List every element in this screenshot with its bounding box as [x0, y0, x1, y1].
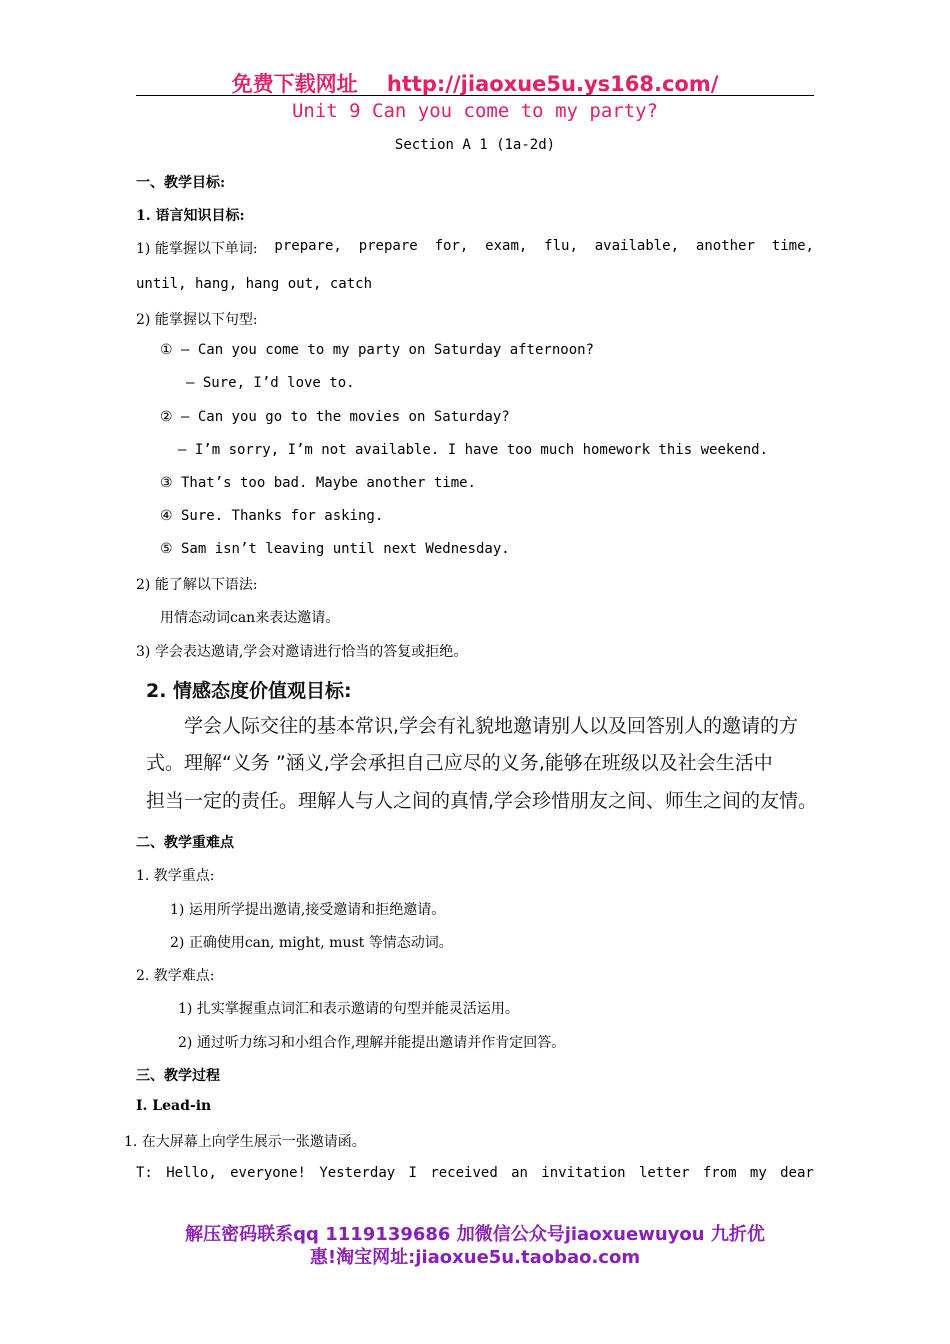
language-goals-heading: 1. 语言知识目标: [136, 208, 245, 224]
vocab-word: exam, [485, 238, 528, 254]
vocab-prefix: 1) 能掌握以下单词: [136, 241, 258, 257]
speech-word: from [702, 1165, 737, 1181]
speech-word: I [408, 1165, 417, 1181]
vocab-word: available, [594, 238, 680, 254]
speech-word: Hello, [166, 1165, 217, 1181]
grammar-heading: 2) 能了解以下语法: [136, 577, 258, 593]
speech-word: invitation [541, 1165, 626, 1181]
vocab-word: flu, [544, 238, 578, 254]
difficulties-heading: 2. 教学难点: [136, 968, 215, 984]
sentence-item: ④ Sure. Thanks for asking. [160, 508, 384, 524]
footer-line-2[interactable]: 惠!淘宝网址:jiaoxue5u.taobao.com [309, 1247, 641, 1268]
difficulty-item: 2) 通过听力练习和小组合作,理解并能提出邀请并作肯定回答。 [178, 1035, 566, 1051]
affective-paragraph-line: 担当一定的责任。理解人与人之间的真情,学会珍惜朋友之间、师生之间的友情。 [146, 790, 818, 812]
sentence-item: ① — Can you come to my party on Saturday afternoon? [160, 342, 594, 358]
sentence-item: ③ That’s too bad. Maybe another time. [160, 475, 476, 491]
vocab-line-1 [136, 238, 814, 258]
vocab-line-2: until, hang, hang out, catch [136, 276, 373, 292]
sentence-item: ⑤ Sam isn’t leaving until next Wednesday. [160, 541, 510, 557]
vocab-word: prepare [358, 238, 418, 254]
sentence-item: — Sure, I’d love to. [186, 375, 355, 391]
sentence-item: ② — Can you go to the movies on Saturday? [160, 409, 510, 425]
page-subtitle: Section A 1 (1a-2d) [394, 137, 556, 153]
header-banner-label: 免费下载网址 [231, 72, 358, 96]
vocab-word: another [695, 238, 755, 254]
header-banner [0, 68, 950, 98]
header-divider [136, 95, 814, 96]
affective-goals-heading: 2. 情感态度价值观目标: [146, 680, 352, 702]
affective-paragraph-line: 式。理解“义务 ”涵义,学会承担自己应尽的义务,能够在班级以及社会生活中 [146, 752, 773, 774]
key-points-heading: 1. 教学重点: [136, 868, 215, 884]
speech-word: received [430, 1165, 498, 1181]
header-banner-url[interactable]: http://jiaoxue5u.ys168.com/ [386, 72, 719, 96]
speech-word: an [511, 1165, 528, 1181]
page-title: Unit 9 Can you come to my party? [291, 100, 659, 122]
speech-word: dear [780, 1165, 814, 1181]
speech-word: my [749, 1165, 767, 1181]
footer-line-1: 解压密码联系qq 1119139686 加微信公众号jiaoxuewuyou 九折优 [185, 1224, 765, 1245]
vocab-word: for, [434, 238, 469, 254]
section3-heading: 三、教学过程 [136, 1068, 220, 1084]
lead-in-heading: Ⅰ. Lead-in [136, 1098, 212, 1114]
key-point-item: 1) 运用所学提出邀请,接受邀请和拒绝邀请。 [170, 902, 446, 918]
lead-in-step-1: 1. 在大屏幕上向学生展示一张邀请函。 [124, 1134, 366, 1150]
speech-word: Yesterday [319, 1165, 396, 1181]
affective-paragraph-line: 学会人际交往的基本常识,学会有礼貌地邀请别人以及回答别人的邀请的方 [184, 715, 799, 737]
speech-word: T: [136, 1165, 153, 1181]
speech-word: letter [638, 1165, 690, 1181]
teacher-speech-line [136, 1165, 814, 1181]
sentence-item: — I’m sorry, I’m not available. I have too much homework this weekend. [178, 442, 769, 458]
skill-point-3: 3) 学会表达邀请,学会对邀请进行恰当的答复或拒绝。 [136, 644, 468, 660]
section2-heading: 二、教学重难点 [136, 835, 234, 851]
vocab-word: prepare, [274, 238, 342, 254]
difficulty-item: 1) 扎实掌握重点词汇和表示邀请的句型并能灵活运用。 [178, 1001, 519, 1017]
vocab-word: time, [771, 238, 814, 254]
section1-heading: 一、教学目标: [136, 175, 226, 191]
sentences-heading: 2) 能掌握以下句型: [136, 312, 258, 328]
speech-word: everyone! [230, 1165, 306, 1181]
key-point-item: 2) 正确使用can, might, must 等情态动词。 [170, 935, 453, 951]
grammar-text: 用情态动词can来表达邀请。 [160, 610, 340, 626]
